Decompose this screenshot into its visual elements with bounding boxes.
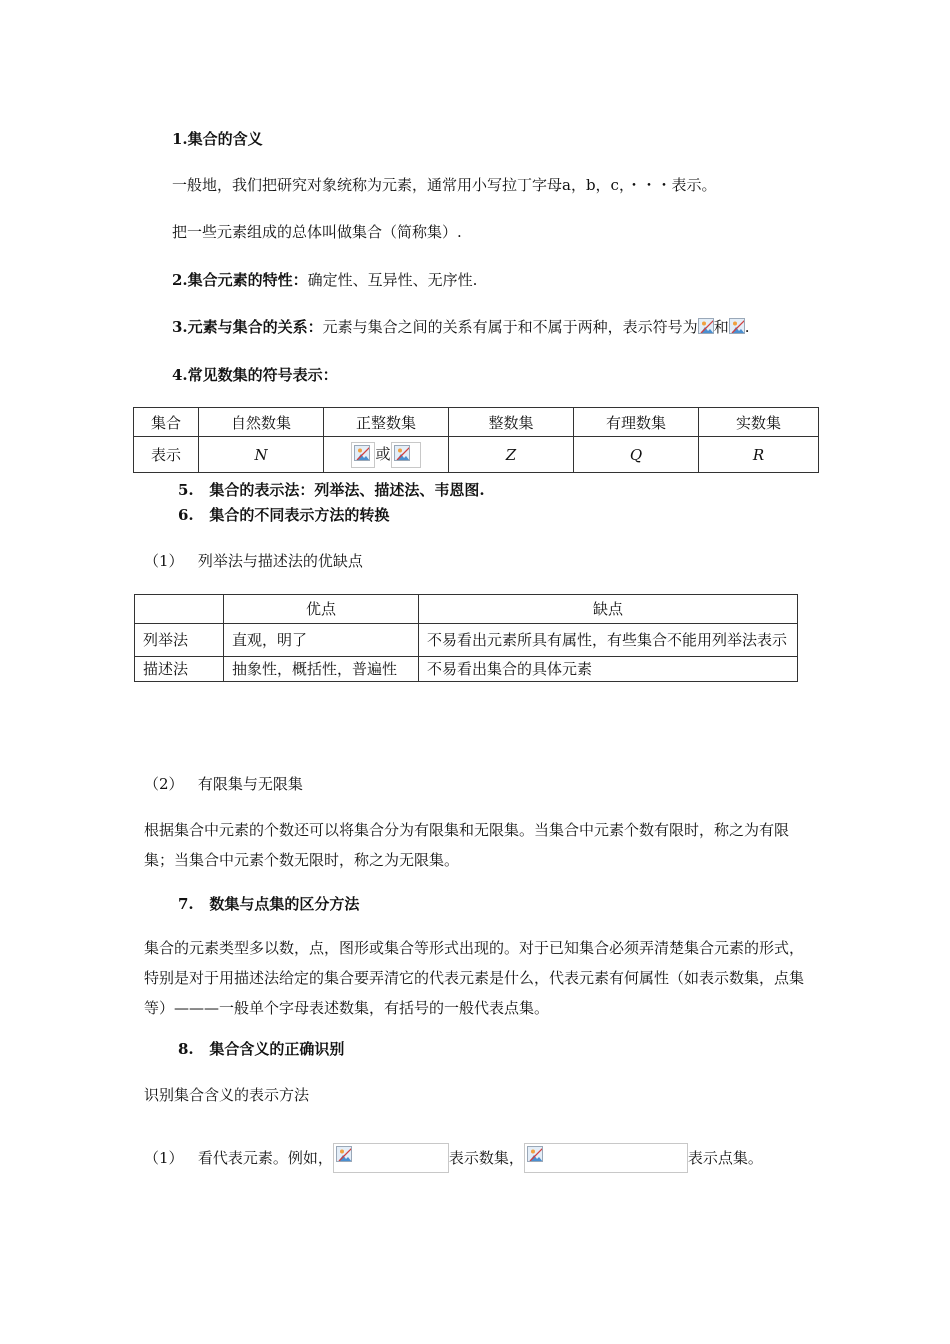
or-text: 或 (375, 444, 391, 463)
subsection-1 (144, 550, 363, 571)
table-header-cell: 集合 (134, 408, 199, 437)
method-pro: 直观，明了 (224, 624, 419, 657)
section-2-text: 确定性、互异性、无序性. (307, 271, 478, 289)
table-row-label: 表示 (134, 437, 199, 473)
section-1-para-2: 把一些元素组成的总体叫做集合（简称集）. (172, 223, 462, 241)
not-belongs-symbol-image-icon (729, 318, 745, 334)
image-icon (354, 445, 370, 461)
method-name: 描述法 (135, 657, 224, 682)
rational-symbol: Q (574, 437, 699, 473)
method-con: 不易看出元素所具有属性，有些集合不能用列举法表示 (419, 624, 798, 657)
table-header-cell: 有理数集 (574, 408, 699, 437)
section-6 (178, 504, 389, 525)
image-icon (336, 1146, 352, 1162)
subsection-2-text: 根据集合中元素的个数还可以将集合分为有限集和无限集。当集合中元素个数有限时，称之为有限集；当集合中元素个数无限时，称之为无限集。 (144, 821, 790, 869)
section-7-text: 集合的元素类型多以数，点，图形或集合等形式出现的。对于已知集合必须弄清楚集合元素的形式，特别是对于用描述法给定的集合要弄清它的代表元素是什么，代表元素有何属性（如表示数集，点集等）———一般单个字母表述数集，有括号的一般代表点集。 (144, 939, 805, 1017)
table-header-cell: 实数集 (699, 408, 819, 437)
belongs-symbol-image-icon (698, 318, 714, 334)
integer-symbol: Z (449, 437, 574, 473)
image-placeholder (351, 442, 375, 468)
image-icon (527, 1146, 543, 1162)
methods-table (134, 594, 798, 682)
section-7-number: 7. (178, 895, 194, 913)
subsection-1-number: （1） (144, 552, 184, 570)
section-3-end: . (744, 318, 750, 336)
section-4-title: 4.常见数集的符号表示： (172, 366, 338, 384)
table-header-cell: 自然数集 (199, 408, 324, 437)
method-name: 列举法 (135, 624, 224, 657)
section-2-title: 2.集合元素的特性： (172, 271, 308, 289)
image-icon (394, 445, 410, 461)
subsection-3-number: （1） (144, 1149, 184, 1167)
subsection-3 (144, 1143, 763, 1173)
method-con: 不易看出集合的具体元素 (419, 657, 798, 682)
section-3-text: 元素与集合之间的关系有属于和不属于两种，表示符号为 (322, 318, 698, 336)
table-row (134, 408, 819, 437)
section-5-number: 5. (178, 481, 194, 499)
section-6-title: 集合的不同表示方法的转换 (209, 506, 390, 524)
section-1-title: 1.集合的含义 (172, 130, 263, 148)
subsection-2-title: 有限集与无限集 (197, 775, 303, 793)
section-8-intro: 识别集合含义的表示方法 (144, 1086, 310, 1104)
point-set-formula-image (524, 1143, 688, 1173)
subsection-3-text-3: 表示点集。 (687, 1149, 763, 1167)
section-8-number: 8. (178, 1040, 194, 1058)
section-3-title: 3.元素与集合的关系： (172, 318, 323, 336)
section-2 (172, 269, 477, 290)
section-8-title: 集合含义的正确识别 (209, 1040, 345, 1058)
method-pro: 抽象性，概括性，普遍性 (224, 657, 419, 682)
section-5 (178, 479, 485, 500)
subsection-2 (144, 773, 303, 794)
table-header-cell: 优点 (224, 595, 419, 624)
section-3 (172, 316, 749, 337)
section-6-number: 6. (178, 506, 194, 524)
subsection-3-text-2: 表示数集， (448, 1149, 524, 1167)
subsection-1-title: 列举法与描述法的优缺点 (197, 552, 363, 570)
section-3-and: 和 (713, 318, 729, 336)
natural-symbol: N (199, 437, 324, 473)
table-row (135, 624, 798, 657)
number-set-formula-image (333, 1143, 449, 1173)
section-8 (178, 1038, 344, 1059)
table-row (134, 437, 819, 473)
table-header-cell: 整数集 (449, 408, 574, 437)
table-header-cell (135, 595, 224, 624)
table-row (135, 595, 798, 624)
positive-integer-symbol-cell (324, 437, 449, 473)
number-sets-table (133, 407, 819, 473)
real-symbol: R (699, 437, 819, 473)
section-1-para-1: 一般地，我们把研究对象统称为元素，通常用小写拉丁字母a，b，c，・・・表示。 (172, 176, 717, 194)
section-7 (178, 893, 359, 914)
section-5-title: 集合的表示法：列举法、描述法、韦恩图. (209, 481, 485, 499)
subsection-3-text-1: 看代表元素。例如， (197, 1149, 333, 1167)
table-header-cell: 缺点 (419, 595, 798, 624)
section-7-title: 数集与点集的区分方法 (209, 895, 360, 913)
table-row (135, 657, 798, 682)
image-placeholder (391, 442, 421, 468)
subsection-2-number: （2） (144, 775, 184, 793)
table-header-cell: 正整数集 (324, 408, 449, 437)
